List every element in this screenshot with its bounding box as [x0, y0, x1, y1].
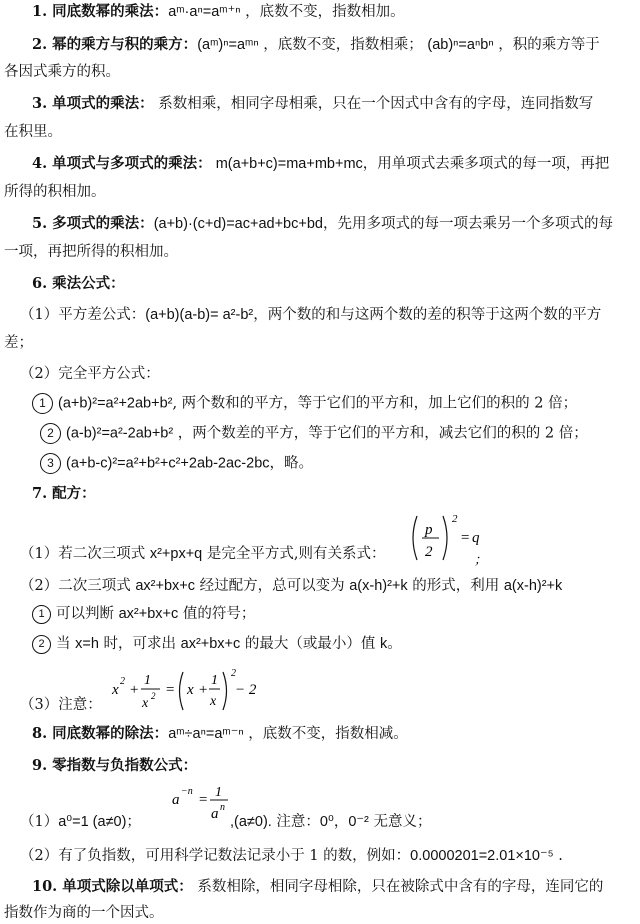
text-line-l7 [4, 182, 106, 202]
svg-text:2: 2 [231, 668, 236, 679]
formula-text: a(x-h)²+k [503, 578, 563, 594]
section-heading: 9. 零指数与负指数公式： [32, 757, 198, 774]
svg-text:n: n [220, 802, 225, 813]
body-text: 差； [4, 335, 33, 351]
text-line-l16 [40, 453, 313, 474]
text-line-l25b [230, 812, 431, 832]
circled-number-icon: 1 [32, 393, 53, 414]
text-line-l14 [32, 393, 577, 414]
text-line-l28 [4, 903, 164, 923]
formula-text: x=h [75, 636, 99, 652]
text-line-l3 [4, 62, 120, 82]
section-heading: 8. 同底数幂的除法： [32, 725, 169, 742]
body-text: （2）二次三项式 [20, 578, 136, 594]
text-line-l22 [20, 695, 102, 715]
body-text: 在积里。 [4, 124, 62, 140]
svg-text:=: = [165, 682, 176, 698]
text-line-l20 [32, 604, 255, 624]
body-text: （1）若二次三项式 [20, 546, 150, 562]
body-text: 当 [56, 636, 76, 652]
svg-text:+: + [129, 682, 140, 698]
text-line-l4 [32, 94, 593, 114]
pq-exponent: 2 [452, 513, 458, 525]
body-text: 可以判断 [56, 606, 119, 622]
body-text: , 两个数和的平方，等于它们的平方和，加上它们的积的 2 倍； [172, 395, 578, 412]
circled-number-icon: 2 [32, 635, 51, 654]
body-text: 是完全平方式,则有关系式： [202, 546, 386, 562]
circled-number-icon: 3 [40, 453, 61, 474]
pq-q: q [472, 530, 480, 546]
text-line-l27 [32, 877, 603, 897]
text-line-l25 [20, 812, 141, 832]
formula-text: aᵐ·aⁿ=aᵐ⁺ⁿ [168, 4, 241, 20]
formula-text: x²+px+q [149, 546, 203, 562]
text-line-l23 [32, 724, 408, 744]
body-text: 的最大（或最小）值 [240, 636, 380, 652]
text-line-l19 [20, 576, 562, 596]
formula-text: a(x-h)²+k [349, 578, 408, 594]
body-text: ，底数不变，指数相减。 [243, 726, 408, 742]
svg-text:− 2: − 2 [235, 682, 257, 698]
formula-text: (a+b-c)²=a²+b²+c²+2ab-2ac-2bc [66, 455, 270, 472]
body-text: 各因式乘方的积。 [4, 64, 120, 80]
text-line-l18 [20, 544, 385, 564]
circled-number-icon: 1 [32, 605, 51, 624]
formula-text: 0⁰ [319, 814, 334, 830]
pq-semicolon: ； [474, 552, 488, 567]
formula-negative-exponent [170, 778, 232, 832]
svg-text:a: a [172, 792, 180, 808]
text-line-l5 [4, 122, 62, 142]
formula-x-plus-1-over-x [110, 664, 260, 724]
section-heading: 5. 多项式的乘法： [32, 215, 154, 232]
text-line-l6 [32, 154, 609, 174]
text-line-l26 [20, 846, 563, 866]
formula-p-over-2-squared [408, 512, 488, 568]
body-text: ，底数不变，指数相乘； [258, 37, 428, 53]
circled-number-icon: 2 [40, 423, 61, 444]
text-line-l15 [40, 423, 588, 444]
section-heading: 4. 单项式与多项式的乘法： [32, 155, 212, 172]
formula-text: ax²+bx+c [180, 636, 241, 652]
body-text: 无意义； [368, 814, 432, 830]
formula-text: a⁰=1 (a≠0) [58, 814, 127, 830]
body-text: 所得的积相加。 [4, 184, 106, 200]
formula-text: (a-b)²=a²-2ab+b² [66, 425, 174, 442]
svg-text:1: 1 [211, 673, 218, 688]
formula-text: (a+b)·(c+d)=ac+ad+bc+bd [153, 216, 323, 232]
pq-denominator: 2 [425, 544, 433, 560]
text-line-l21 [32, 634, 402, 654]
body-text: 经过配方，总可以变为 [195, 578, 350, 594]
body-text: 。 [387, 636, 402, 652]
text-line-l12 [4, 333, 33, 353]
section-heading: 3. 单项式的乘法： [32, 95, 154, 112]
body-text: 系数相乘，相同字母相乘，只在一个因式中含有的字母，连同指数写 [153, 96, 594, 112]
text-line-l24 [32, 756, 197, 776]
formula-text: 0.0000201=2.01×10⁻⁵ [410, 848, 554, 864]
body-text: ，两个数的和与这两个数的差的积等于这两个数的平方 [253, 307, 602, 323]
formula-text: (a+b)²=a²+2ab+b² [58, 395, 173, 412]
body-text: （3）注意： [20, 697, 102, 713]
body-text: 值的符号； [178, 606, 256, 622]
svg-text:1: 1 [215, 785, 222, 800]
body-text: 系数相除，相同字母相除，只在被除式中含有的字母，连同它的 [192, 879, 604, 895]
svg-text:x: x [142, 696, 149, 711]
text-line-l9 [4, 242, 178, 262]
body-text: ，先用多项式的每一项去乘另一个多项式的每 [322, 216, 613, 232]
formula-text: k [380, 636, 388, 652]
formula-text: ax²+bx+c [135, 578, 195, 594]
svg-text:=: = [198, 792, 209, 808]
body-text: ， [333, 814, 349, 830]
body-text: （1）平方差公式： [20, 307, 146, 323]
svg-text:x: x [210, 694, 217, 709]
body-text: . [553, 848, 563, 864]
body-text: ； [126, 814, 141, 830]
formula-text: 0⁻² [348, 814, 369, 830]
formula-text: ,(a≠0). [230, 814, 272, 830]
formula-text: aᵐ÷aⁿ=aᵐ⁻ⁿ [168, 726, 244, 742]
text-line-l8 [32, 214, 613, 234]
text-line-l13 [20, 364, 160, 384]
svg-text:x: x [187, 682, 194, 698]
pq-equals: = [460, 530, 471, 546]
body-text: （1） [20, 814, 59, 830]
pq-numerator: p [425, 522, 433, 538]
svg-text:−n: −n [181, 786, 193, 797]
text-line-l2 [32, 35, 600, 55]
body-text: ，两个数差的平方，等于它们的平方和，减去它们的积的 2 倍； [173, 425, 588, 442]
body-text: 时，可求出 [98, 636, 181, 652]
svg-text:a: a [211, 806, 219, 822]
body-text: （2）有了负指数，可用科学记数法记录小于 1 的数，例如： [20, 848, 411, 864]
body-text: 注意： [271, 814, 320, 830]
text-line-l1 [32, 2, 405, 22]
svg-text:2: 2 [120, 676, 125, 687]
svg-text:1: 1 [144, 673, 151, 688]
svg-text:2: 2 [151, 691, 156, 701]
section-heading: 1. 同底数幂的乘法： [32, 3, 169, 20]
body-text: 的形式，利用 [407, 578, 504, 594]
formula-text: ax²+bx+c [118, 606, 179, 622]
text-line-l17 [32, 484, 96, 504]
formula-text: (ab)ⁿ=aⁿbⁿ [427, 37, 494, 53]
body-text: 指数作为商的一个因式。 [4, 905, 164, 921]
body-text: ，略。 [269, 455, 314, 472]
text-line-l10 [32, 274, 125, 294]
formula-text: m(a+b+c)=ma+mb+mc [211, 156, 363, 172]
body-text: ，底数不变，指数相加。 [240, 4, 405, 20]
body-text: ，积的乘方等于 [493, 37, 600, 53]
section-heading: 7. 配方： [32, 485, 96, 502]
body-text: （2）完全平方公式： [20, 366, 160, 382]
formula-text: (aᵐ)ⁿ=aᵐⁿ [197, 37, 259, 53]
body-text: ，用单项式去乘多项式的每一项，再把 [362, 156, 610, 172]
section-heading: 10. 单项式除以单项式： [32, 878, 193, 895]
text-line-l11 [20, 305, 601, 325]
section-heading: 2. 幂的乘方与积的乘方： [32, 36, 198, 53]
formula-text: (a+b)(a-b)= a²-b² [145, 307, 254, 323]
svg-text:+: + [198, 682, 209, 698]
svg-text:x: x [112, 682, 119, 698]
body-text: 一项，再把所得的积相加。 [4, 244, 178, 260]
section-heading: 6. 乘法公式： [32, 275, 125, 292]
